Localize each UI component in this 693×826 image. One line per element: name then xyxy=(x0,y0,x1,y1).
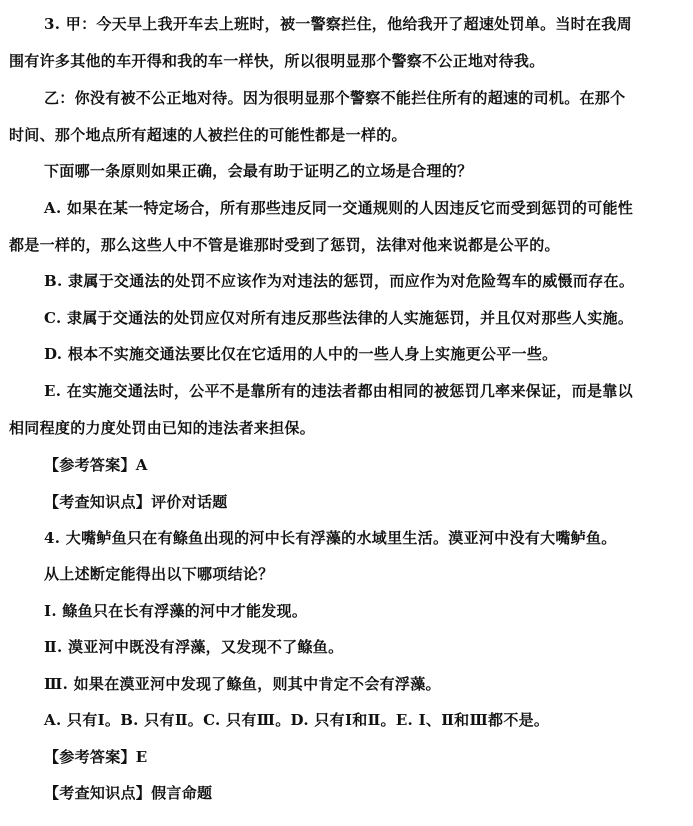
q3-reply-line2: 时间、那个地点所有超速的人被拦住的可能性都是一样的。 xyxy=(9,126,407,144)
q3-answer: 【参考答案】A xyxy=(44,456,148,474)
q3-option-b: B. 隶属于交通法的处罚不应该作为对违法的惩罚，而应作为对危险驾车的威慑而存在。 xyxy=(44,272,635,290)
q3-option-a-line1: A. 如果在某一特定场合，所有那些违反同一交通规则的人因违反它而受到惩罚的可能性 xyxy=(44,199,634,217)
q4-item-2: Ⅱ. 漠亚河中既没有浮藻，又发现不了鲦鱼。 xyxy=(44,638,344,656)
q3-question: 下面哪一条原则如果正确，会最有助于证明乙的立场是合理的？ xyxy=(44,162,473,180)
q3-reply-line1: 乙：你没有被不公正地对待。因为很明显那个警察不能拦住所有的超速的司机。在那个 xyxy=(44,89,626,107)
q3-option-d: D. 根本不实施交通法要比仅在它适用的人中的一些人身上实施更公平一些。 xyxy=(44,345,558,363)
q3-option-a-line2: 都是一样的，那么这些人中不管是谁那时受到了惩罚，法律对他来说都是公平的。 xyxy=(9,236,560,254)
q3-statement-line1: 3. 甲：今天早上我开车去上班时，被一警察拦住，他给我开了超速处罚单。当时在我周 xyxy=(44,15,632,33)
q4-item-1: Ⅰ. 鲦鱼只在长有浮藻的河中才能发现。 xyxy=(44,602,308,620)
q3-option-e-line2: 相同程度的力度处罚由已知的违法者来担保。 xyxy=(9,419,316,437)
q4-knowledge-point: 【考查知识点】假言命题 xyxy=(44,784,213,802)
q3-option-e-line1: E. 在实施交通法时，公平不是靠所有的违法者都由相同的被惩罚几率来保证，而是靠以 xyxy=(44,382,633,400)
q3-statement-line2: 围有许多其他的车开得和我的车一样快，所以很明显那个警察不公正地对待我。 xyxy=(9,52,545,70)
q4-answer: 【参考答案】E xyxy=(44,748,148,766)
q3-knowledge-point: 【考查知识点】评价对话题 xyxy=(44,493,228,511)
q3-option-c: C. 隶属于交通法的处罚应仅对所有违反那些法律的人实施惩罚，并且仅对那些人实施。 xyxy=(44,309,634,327)
q4-statement-line1: 4. 大嘴鲈鱼只在有鲦鱼出现的河中长有浮藻的水域里生活。漠亚河中没有大嘴鲈鱼。 xyxy=(44,529,617,547)
q4-question: 从上述断定能得出以下哪项结论？ xyxy=(44,565,274,583)
q4-item-3: Ⅲ. 如果在漠亚河中发现了鲦鱼，则其中肯定不会有浮藻。 xyxy=(44,675,441,693)
q4-options: A. 只有Ⅰ。B. 只有Ⅱ。C. 只有Ⅲ。D. 只有Ⅰ和Ⅱ。E. Ⅰ、Ⅱ和Ⅲ都不是。 xyxy=(44,711,550,729)
